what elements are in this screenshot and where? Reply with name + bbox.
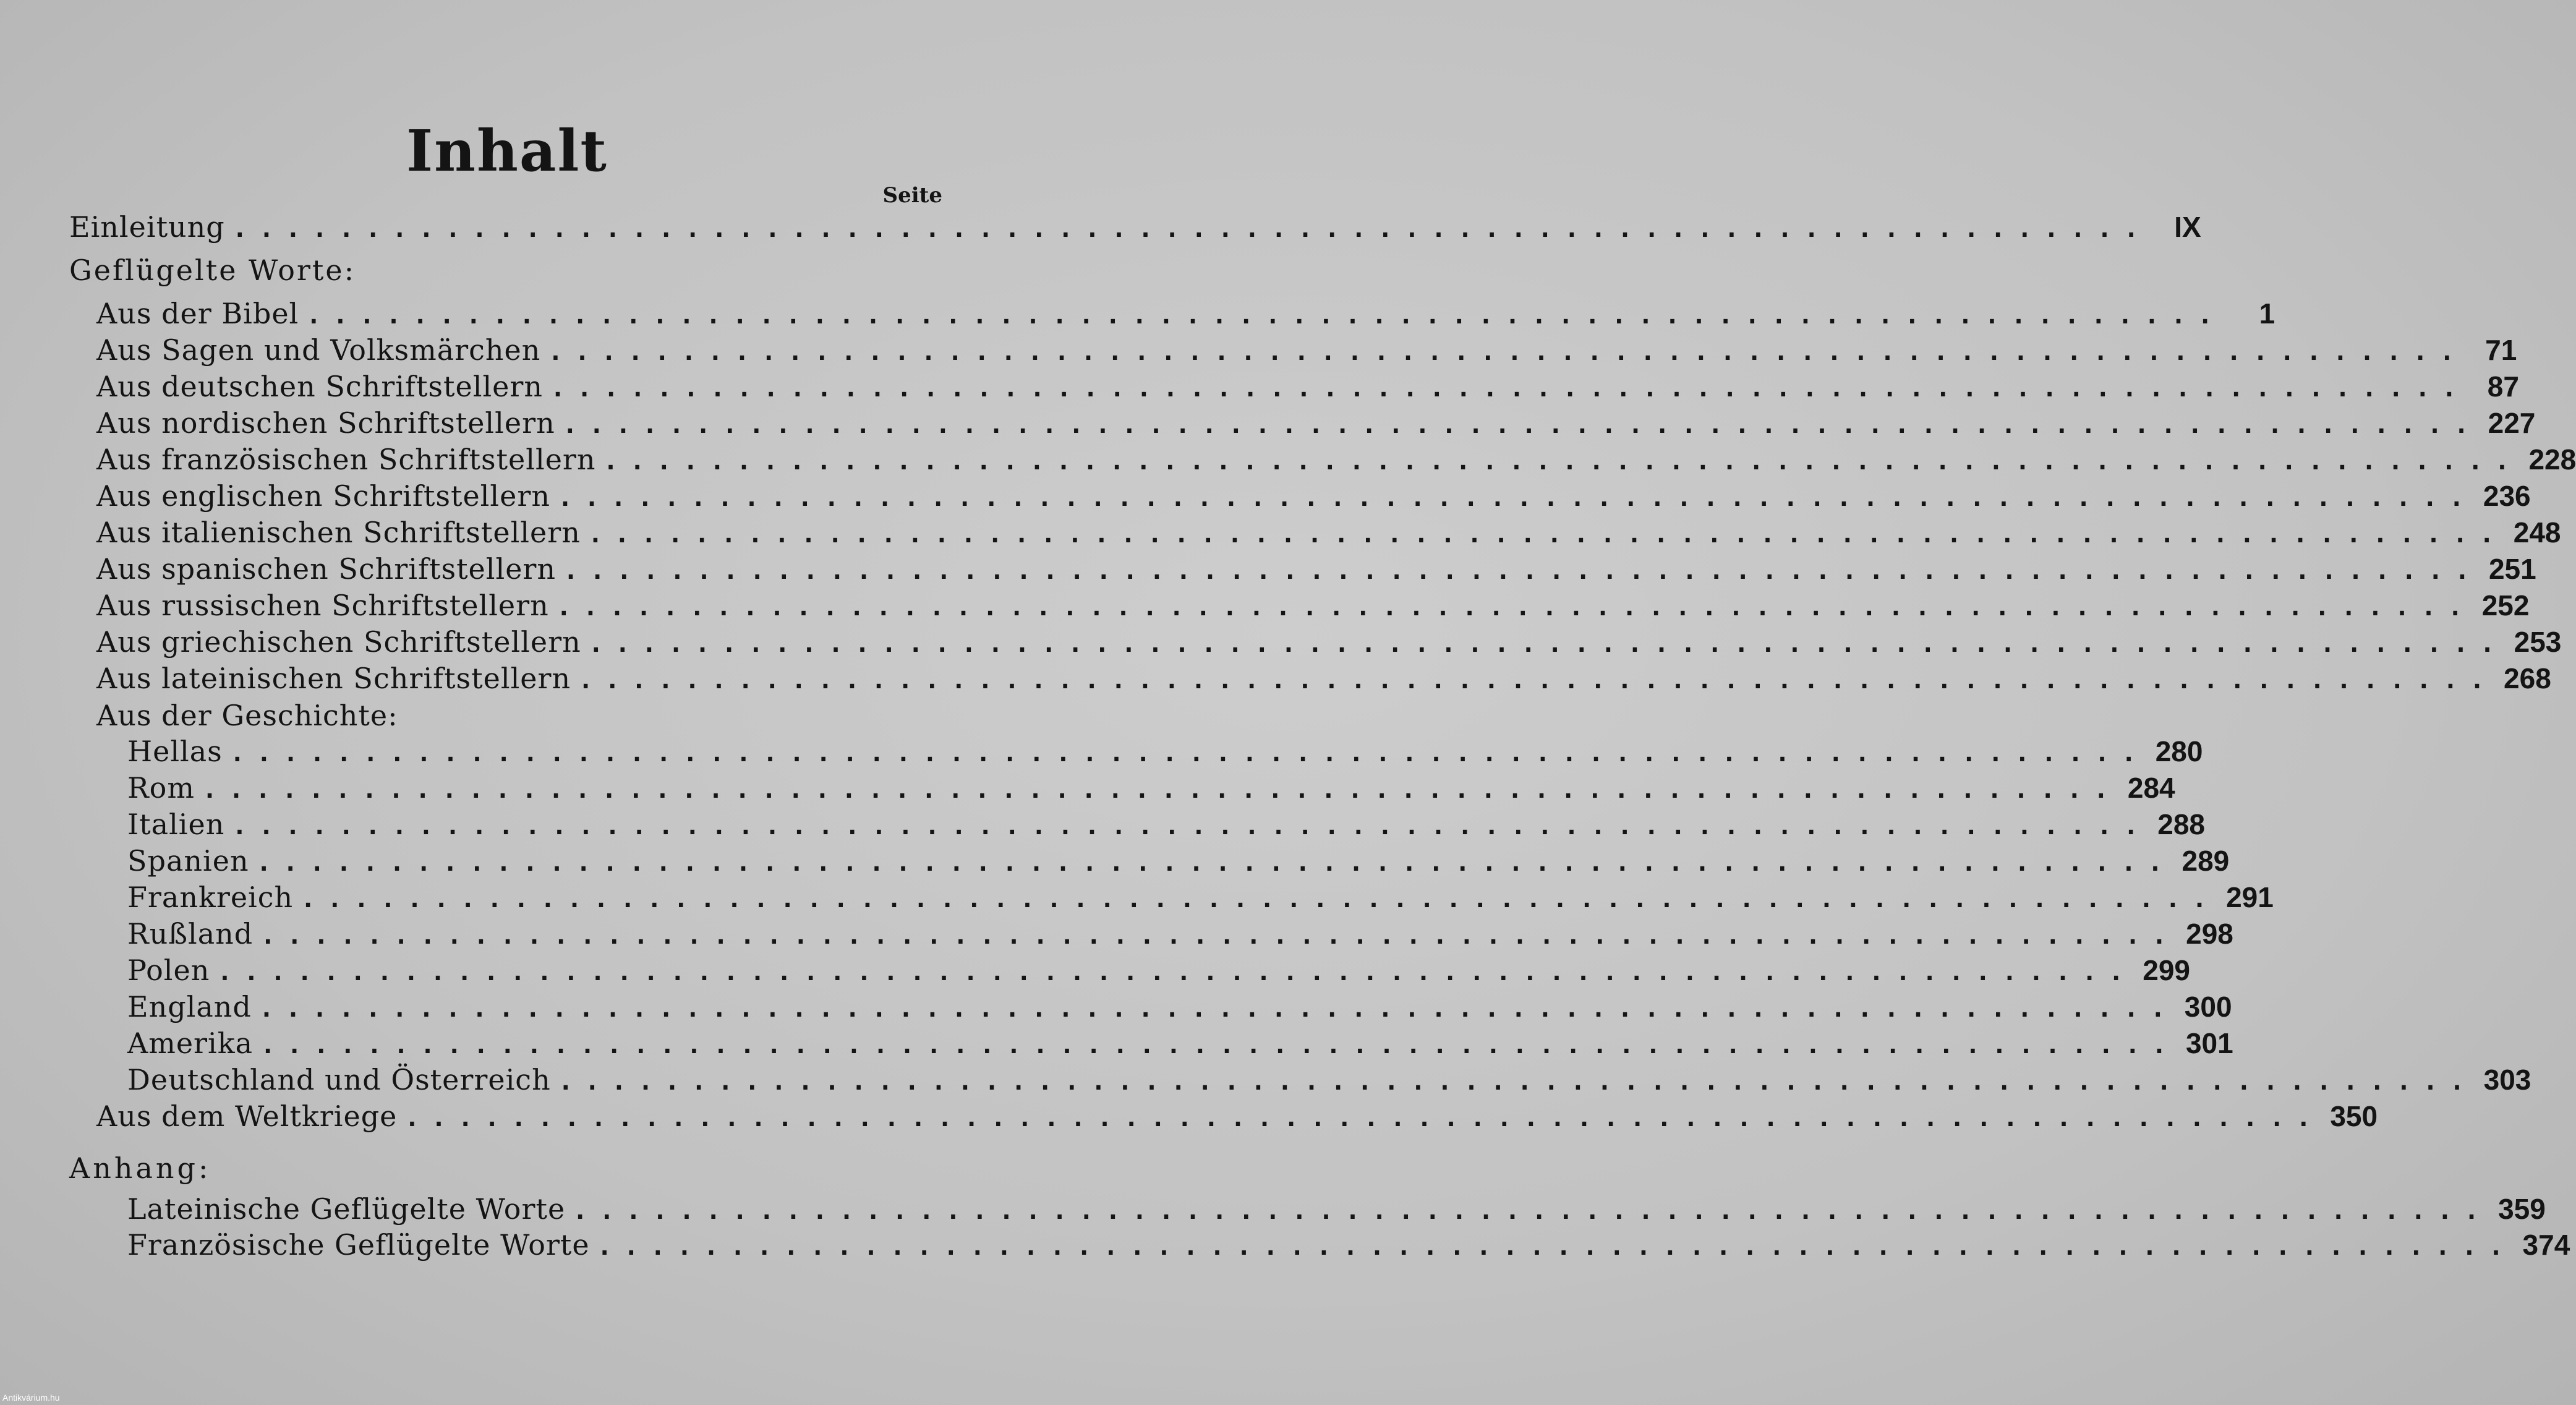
leader-dots: ........................................................................ [260,1031,2178,1059]
page-title: Inhalt [406,117,608,184]
toc-entry-page: 350 [2330,1100,2378,1132]
toc-entry-label: Rom [127,771,195,805]
toc-entry [96,1100,2378,1137]
toc-entry-label: Spanien [127,844,249,878]
toc-entry-label: Hellas [127,735,223,768]
toc-entry [127,954,2190,991]
leader-dots: ........................................................................ [587,520,2506,549]
toc-entry-label: Deutschland und Österreich [127,1063,551,1096]
toc-entry-page: 300 [2184,991,2232,1023]
leader-dots: ........................................................................ [573,1197,2491,1225]
leader-dots: ........................................................................ [578,666,2497,694]
leader-dots: ........................................................................ [260,921,2179,950]
toc-entry-page: 359 [2498,1193,2546,1225]
leader-dots: ........................................................................ [603,447,2522,476]
leader-dots: ........................................................................ [256,848,2175,877]
toc-entry-page: IX [2174,211,2201,243]
toc-entry-label: Frankreich [127,881,294,914]
toc-entry [96,662,2551,699]
leader-dots: ........................................................................ [232,812,2151,840]
toc-entry [127,844,2230,881]
toc-entry-page: 71 [2485,334,2517,366]
toc-entry-page: 301 [2185,1027,2233,1059]
toc-entry-label: England [127,990,252,1023]
toc-entry-page: 299 [2143,954,2190,986]
section-heading: Anhang: [69,1151,211,1185]
toc-entry [96,443,2576,480]
leader-dots: ........................................................................ [563,557,2481,585]
toc-entry-label: Aus dem Weltkriege [96,1100,398,1133]
toc-entry-label: Aus englischen Schriftstellern [96,479,550,513]
leader-dots: ........................................................................ [548,338,2467,366]
leader-dots: ........................................................................ [258,994,2177,1023]
toc-entry-page: 251 [2488,553,2536,585]
toc-entry [127,808,2206,845]
toc-entry-page: 227 [2488,407,2536,439]
toc-entry-page: 289 [2181,845,2230,877]
toc-entry-label: Italien [127,808,225,841]
toc-entry-page: 228 [2528,443,2576,476]
toc-entry-page: 303 [2483,1064,2531,1096]
toc-entry [96,552,2536,589]
toc-entry-label: Rußland [127,917,254,950]
leader-dots: ........................................................................ [550,374,2468,403]
toc-entry-page: 284 [2127,772,2175,804]
toc-entry-page: 280 [2155,735,2203,767]
toc-entry [96,479,2531,516]
toc-entry-label: Französische Geflügelte Worte [127,1228,590,1262]
toc-entry-label: Aus italienischen Schriftstellern [96,516,581,549]
toc-entry-page: 268 [2504,662,2551,694]
toc-entry [127,1192,2546,1229]
toc-entry [127,771,2175,808]
toc-entry [96,370,2519,407]
toc-entry [127,1228,2570,1265]
toc-entry [96,516,2561,553]
toc-entry-page: 252 [2481,589,2530,621]
toc-entry [127,1027,2233,1064]
toc-entry-page: 248 [2513,516,2561,549]
leader-dots: ........................................................................ [558,1067,2476,1096]
toc-entry [96,406,2536,443]
toc-entry-page: 1 [2259,297,2275,330]
toc-entry-page: 298 [2186,918,2233,950]
toc-entry [127,990,2232,1027]
toc-entry-page: 291 [2226,881,2274,913]
leader-dots: ........................................................................ [217,958,2136,986]
leader-dots: ........................................................................ [404,1104,2323,1132]
toc-entry [96,589,2530,626]
toc-entry-label: Aus Sagen und Volksmärchen [96,333,541,367]
toc-entry [127,881,2274,918]
toc-entry-page: 87 [2487,370,2519,403]
toc-entry-page: 253 [2514,626,2562,658]
page-column-label: Seite [882,183,942,208]
toc-entry-label: Aus nordischen Schriftstellern [96,406,555,440]
toc-entry-label: Aus lateinischen Schriftstellern [96,662,571,695]
toc-entry-page: 288 [2157,808,2206,840]
toc-entry-label: Aus deutschen Schriftstellern [96,370,544,403]
toc-entry-label: Aus spanischen Schriftstellern [96,552,557,586]
toc-entry-label: Aus französischen Schriftstellern [96,443,596,476]
leader-dots: ........................................................................ [557,484,2476,512]
toc-entry-label: Lateinische Geflügelte Worte [127,1192,566,1226]
toc-entry [96,333,2517,370]
watermark: Antikvárium.hu [2,1393,60,1403]
leader-dots: ........................................................................ [588,630,2507,658]
toc-entry-page: 236 [2483,480,2531,512]
toc-entry-label: Aus russischen Schriftstellern [96,589,549,622]
toc-entry [127,917,2233,954]
leader-dots: ........................................................................ [229,739,2148,767]
leader-dots: ........................................................................ [306,301,2225,330]
toc-entry-label: Amerika [127,1027,254,1060]
leader-dots: ........................................................................ [301,885,2219,913]
leader-dots: ........................................................................ [556,593,2475,621]
toc-entry-label: Aus der Bibel [96,297,299,330]
section-heading: Geflügelte Worte: [69,254,356,287]
toc-entry [96,625,2562,662]
leader-dots: ........................................................................ [562,411,2481,439]
toc-entry-label: Einleitung [69,210,225,244]
leader-dots: ........................................................................ [202,775,2120,804]
leader-dots: ........................................................................ [232,215,2151,243]
toc-entry [69,210,2201,247]
toc-entry-label: Aus griechischen Schriftstellern [96,625,581,659]
toc-entry [96,297,2275,334]
leader-dots: ........................................................................ [597,1232,2515,1261]
subsection-heading: Aus der Geschichte: [96,699,398,732]
toc-entry [127,1063,2531,1100]
toc-entry [127,735,2203,772]
toc-entry-page: 374 [2522,1229,2570,1261]
toc-entry-label: Polen [127,954,210,987]
